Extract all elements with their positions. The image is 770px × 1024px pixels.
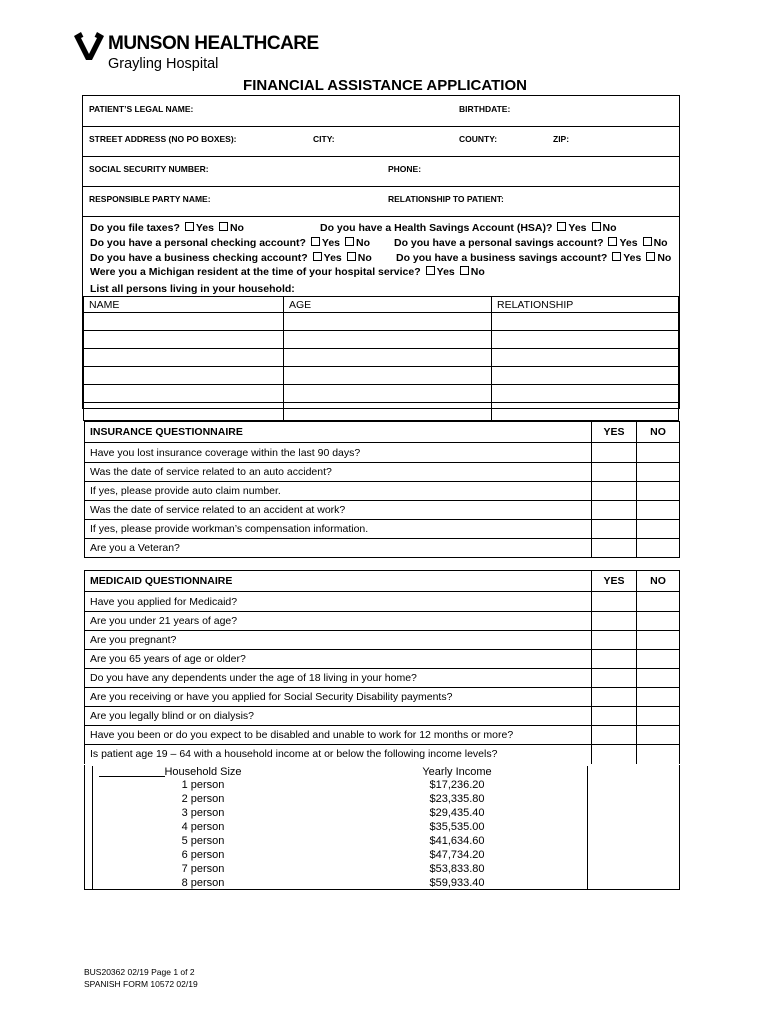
yes-cell[interactable] (592, 612, 637, 631)
checking-question: Do you have a personal checking account? Yes No (90, 237, 371, 249)
checking-yes-checkbox[interactable] (311, 237, 320, 246)
table-row (85, 482, 680, 501)
table-row (85, 422, 680, 443)
yearly-income-cell: $17,236.20 (429, 779, 485, 791)
yearly-income-cell: $53,833.80 (429, 863, 485, 875)
insurance-question: If yes, please provide auto claim number. (85, 482, 592, 501)
insurance-yes-header: YES (592, 422, 637, 443)
medicaid-question: Have you applied for Medicaid? (85, 592, 592, 612)
yearly-income-cell: $35,535.00 (429, 821, 485, 833)
household-size-cell: 3 person (181, 807, 225, 819)
taxes-question: Do you file taxes? Yes No (90, 222, 244, 234)
yes-cell[interactable] (592, 592, 637, 612)
yearly-income-cell: $29,435.40 (429, 807, 485, 819)
insurance-title: INSURANCE QUESTIONNAIRE (85, 422, 592, 443)
table-row (85, 501, 680, 520)
responsible-party-field[interactable]: RESPONSIBLE PARTY NAME: (89, 194, 211, 204)
checking-no-checkbox[interactable] (345, 237, 354, 246)
no-cell[interactable] (637, 688, 680, 707)
table-row (85, 650, 680, 669)
yes-cell[interactable] (592, 726, 637, 745)
table-row (85, 688, 680, 707)
yes-cell[interactable] (592, 650, 637, 669)
household-size-cell: 7 person (181, 863, 225, 875)
biz-checking-yes-checkbox[interactable] (313, 252, 322, 261)
col-age-header: AGE (284, 297, 492, 313)
table-row[interactable] (84, 385, 679, 403)
income-table (92, 766, 588, 890)
table-row (85, 707, 680, 726)
hsa-no-checkbox[interactable] (592, 222, 601, 231)
birthdate-field[interactable]: BIRTHDATE: (459, 104, 511, 114)
household-list-label: List all persons living in your household: (90, 283, 295, 295)
yes-cell[interactable] (592, 669, 637, 688)
footer (84, 966, 198, 990)
no-cell[interactable] (637, 463, 680, 482)
table-row[interactable] (84, 331, 679, 349)
taxes-no-checkbox[interactable] (219, 222, 228, 231)
table-row (85, 726, 680, 745)
yes-cell[interactable] (592, 745, 637, 764)
michigan-no-checkbox[interactable] (460, 266, 469, 275)
city-field[interactable]: CITY: (313, 134, 335, 144)
biz-savings-yes-checkbox[interactable] (612, 252, 621, 261)
yes-cell[interactable] (592, 631, 637, 650)
zip-field[interactable]: ZIP: (553, 134, 570, 144)
household-size-header: Household Size (164, 766, 242, 778)
no-cell[interactable] (637, 707, 680, 726)
insurance-question: If yes, please provide workman’s compensation information. (85, 520, 592, 539)
patient-name-field[interactable]: PATIENT’S LEGAL NAME: (89, 104, 194, 114)
col-name-header: NAME (84, 297, 284, 313)
hsa-yes-checkbox[interactable] (557, 222, 566, 231)
table-row (85, 539, 680, 558)
phone-field[interactable]: PHONE: (388, 164, 422, 174)
insurance-question: Was the date of service related to an accident at work? (85, 501, 592, 520)
yes-cell[interactable] (592, 707, 637, 726)
yes-cell[interactable] (592, 539, 637, 558)
biz-checking-no-checkbox[interactable] (347, 252, 356, 261)
hsa-question: Do you have a Health Savings Account (HSA)? Yes No (320, 222, 617, 234)
medicaid-question: Are you under 21 years of age? (85, 612, 592, 631)
yearly-income-cell: $59,933.40 (429, 877, 485, 889)
munson-logo-icon (72, 30, 106, 62)
michigan-yes-checkbox[interactable] (426, 266, 435, 275)
footer-spanish-form: SPANISH FORM 10572 02/19 (84, 979, 198, 989)
business-checking-question: Do you have a business checking account? Yes No (90, 252, 372, 264)
savings-question: Do you have a personal savings account? Yes No (394, 237, 668, 249)
medicaid-question: Are you pregnant? (85, 631, 592, 650)
yearly-income-cell: $23,335.80 (429, 793, 485, 805)
michigan-question: Were you a Michigan resident at the time of your hospital service? Yes No (90, 266, 485, 278)
yes-cell[interactable] (592, 482, 637, 501)
medicaid-question: Have you been or do you expect to be disabled and unable to work for 12 months or more? (85, 726, 592, 745)
no-cell[interactable] (637, 612, 680, 631)
household-size-cell: 8 person (181, 877, 225, 889)
biz-savings-no-checkbox[interactable] (646, 252, 655, 261)
no-cell[interactable] (637, 669, 680, 688)
county-field[interactable]: COUNTY: (459, 134, 498, 144)
no-cell[interactable] (637, 482, 680, 501)
table-row[interactable] (84, 367, 679, 385)
medicaid-question: Are you 65 years of age or older? (85, 650, 592, 669)
table-row (85, 631, 680, 650)
no-cell[interactable] (637, 443, 680, 463)
table-row[interactable] (84, 349, 679, 367)
logo-subtitle: Grayling Hospital (108, 56, 219, 72)
household-table (83, 296, 679, 421)
relationship-field[interactable]: RELATIONSHIP TO PATIENT: (388, 194, 504, 204)
yes-cell[interactable] (592, 520, 637, 539)
insurance-question: Are you a Veteran? (85, 539, 592, 558)
table-row (85, 745, 680, 764)
yearly-income-header: Yearly Income (422, 766, 492, 778)
table-row (85, 443, 680, 463)
no-cell[interactable] (637, 539, 680, 558)
medicaid-table (84, 570, 680, 764)
footer-form-number: BUS20362 02/19 Page 1 of 2 (84, 967, 195, 977)
table-row (85, 592, 680, 612)
household-size-cell: 4 person (181, 821, 225, 833)
household-size-cell: 6 person (181, 849, 225, 861)
col-relationship-header: RELATIONSHIP (492, 297, 679, 313)
medicaid-question: Is patient age 19 – 64 with a household income at or below the following income levels? (85, 745, 592, 764)
medicaid-question: Are you legally blind or on dialysis? (85, 707, 592, 726)
household-size-cell: 1 person (181, 779, 225, 791)
taxes-yes-checkbox[interactable] (185, 222, 194, 231)
savings-yes-checkbox[interactable] (608, 237, 617, 246)
household-size-cell: 2 person (181, 793, 225, 805)
savings-no-checkbox[interactable] (643, 237, 652, 246)
yes-cell[interactable] (592, 688, 637, 707)
household-size-cell: 5 person (181, 835, 225, 847)
no-cell[interactable] (637, 726, 680, 745)
table-row[interactable] (84, 313, 679, 331)
medicaid-question: Do you have any dependents under the age of 18 living in your home? (85, 669, 592, 688)
yearly-income-cell: $47,734.20 (429, 849, 485, 861)
yes-cell[interactable] (592, 443, 637, 463)
yearly-income-cell: $41,634.60 (429, 835, 485, 847)
no-cell[interactable] (637, 650, 680, 669)
no-cell[interactable] (637, 501, 680, 520)
insurance-question: Have you lost insurance coverage within the last 90 days? (85, 443, 592, 463)
no-cell[interactable] (637, 520, 680, 539)
table-row (84, 297, 679, 313)
insurance-question: Was the date of service related to an auto accident? (85, 463, 592, 482)
medicaid-title: MEDICAID QUESTIONNAIRE (85, 571, 592, 592)
medicaid-question: Are you receiving or have you applied for Social Security Disability payments? (85, 688, 592, 707)
business-savings-question: Do you have a business savings account? Yes No (396, 252, 672, 264)
yes-cell[interactable] (592, 501, 637, 520)
street-address-field[interactable]: STREET ADDRESS (NO PO BOXES): (89, 134, 237, 144)
medicaid-no-header: NO (637, 571, 680, 592)
ssn-field[interactable]: SOCIAL SECURITY NUMBER: (89, 164, 209, 174)
yes-cell[interactable] (592, 463, 637, 482)
no-cell[interactable] (637, 592, 680, 612)
table-row[interactable] (84, 403, 679, 421)
insurance-no-header: NO (637, 422, 680, 443)
table-row (85, 520, 680, 539)
no-cell[interactable] (637, 745, 680, 764)
insurance-table (84, 421, 680, 558)
logo-name: MUNSON HEALTHCARE (108, 33, 319, 54)
table-row (85, 463, 680, 482)
no-cell[interactable] (637, 631, 680, 650)
table-row (85, 612, 680, 631)
table-row (85, 669, 680, 688)
page-title: FINANCIAL ASSISTANCE APPLICATION (243, 77, 527, 94)
table-row (85, 571, 680, 592)
medicaid-yes-header: YES (592, 571, 637, 592)
